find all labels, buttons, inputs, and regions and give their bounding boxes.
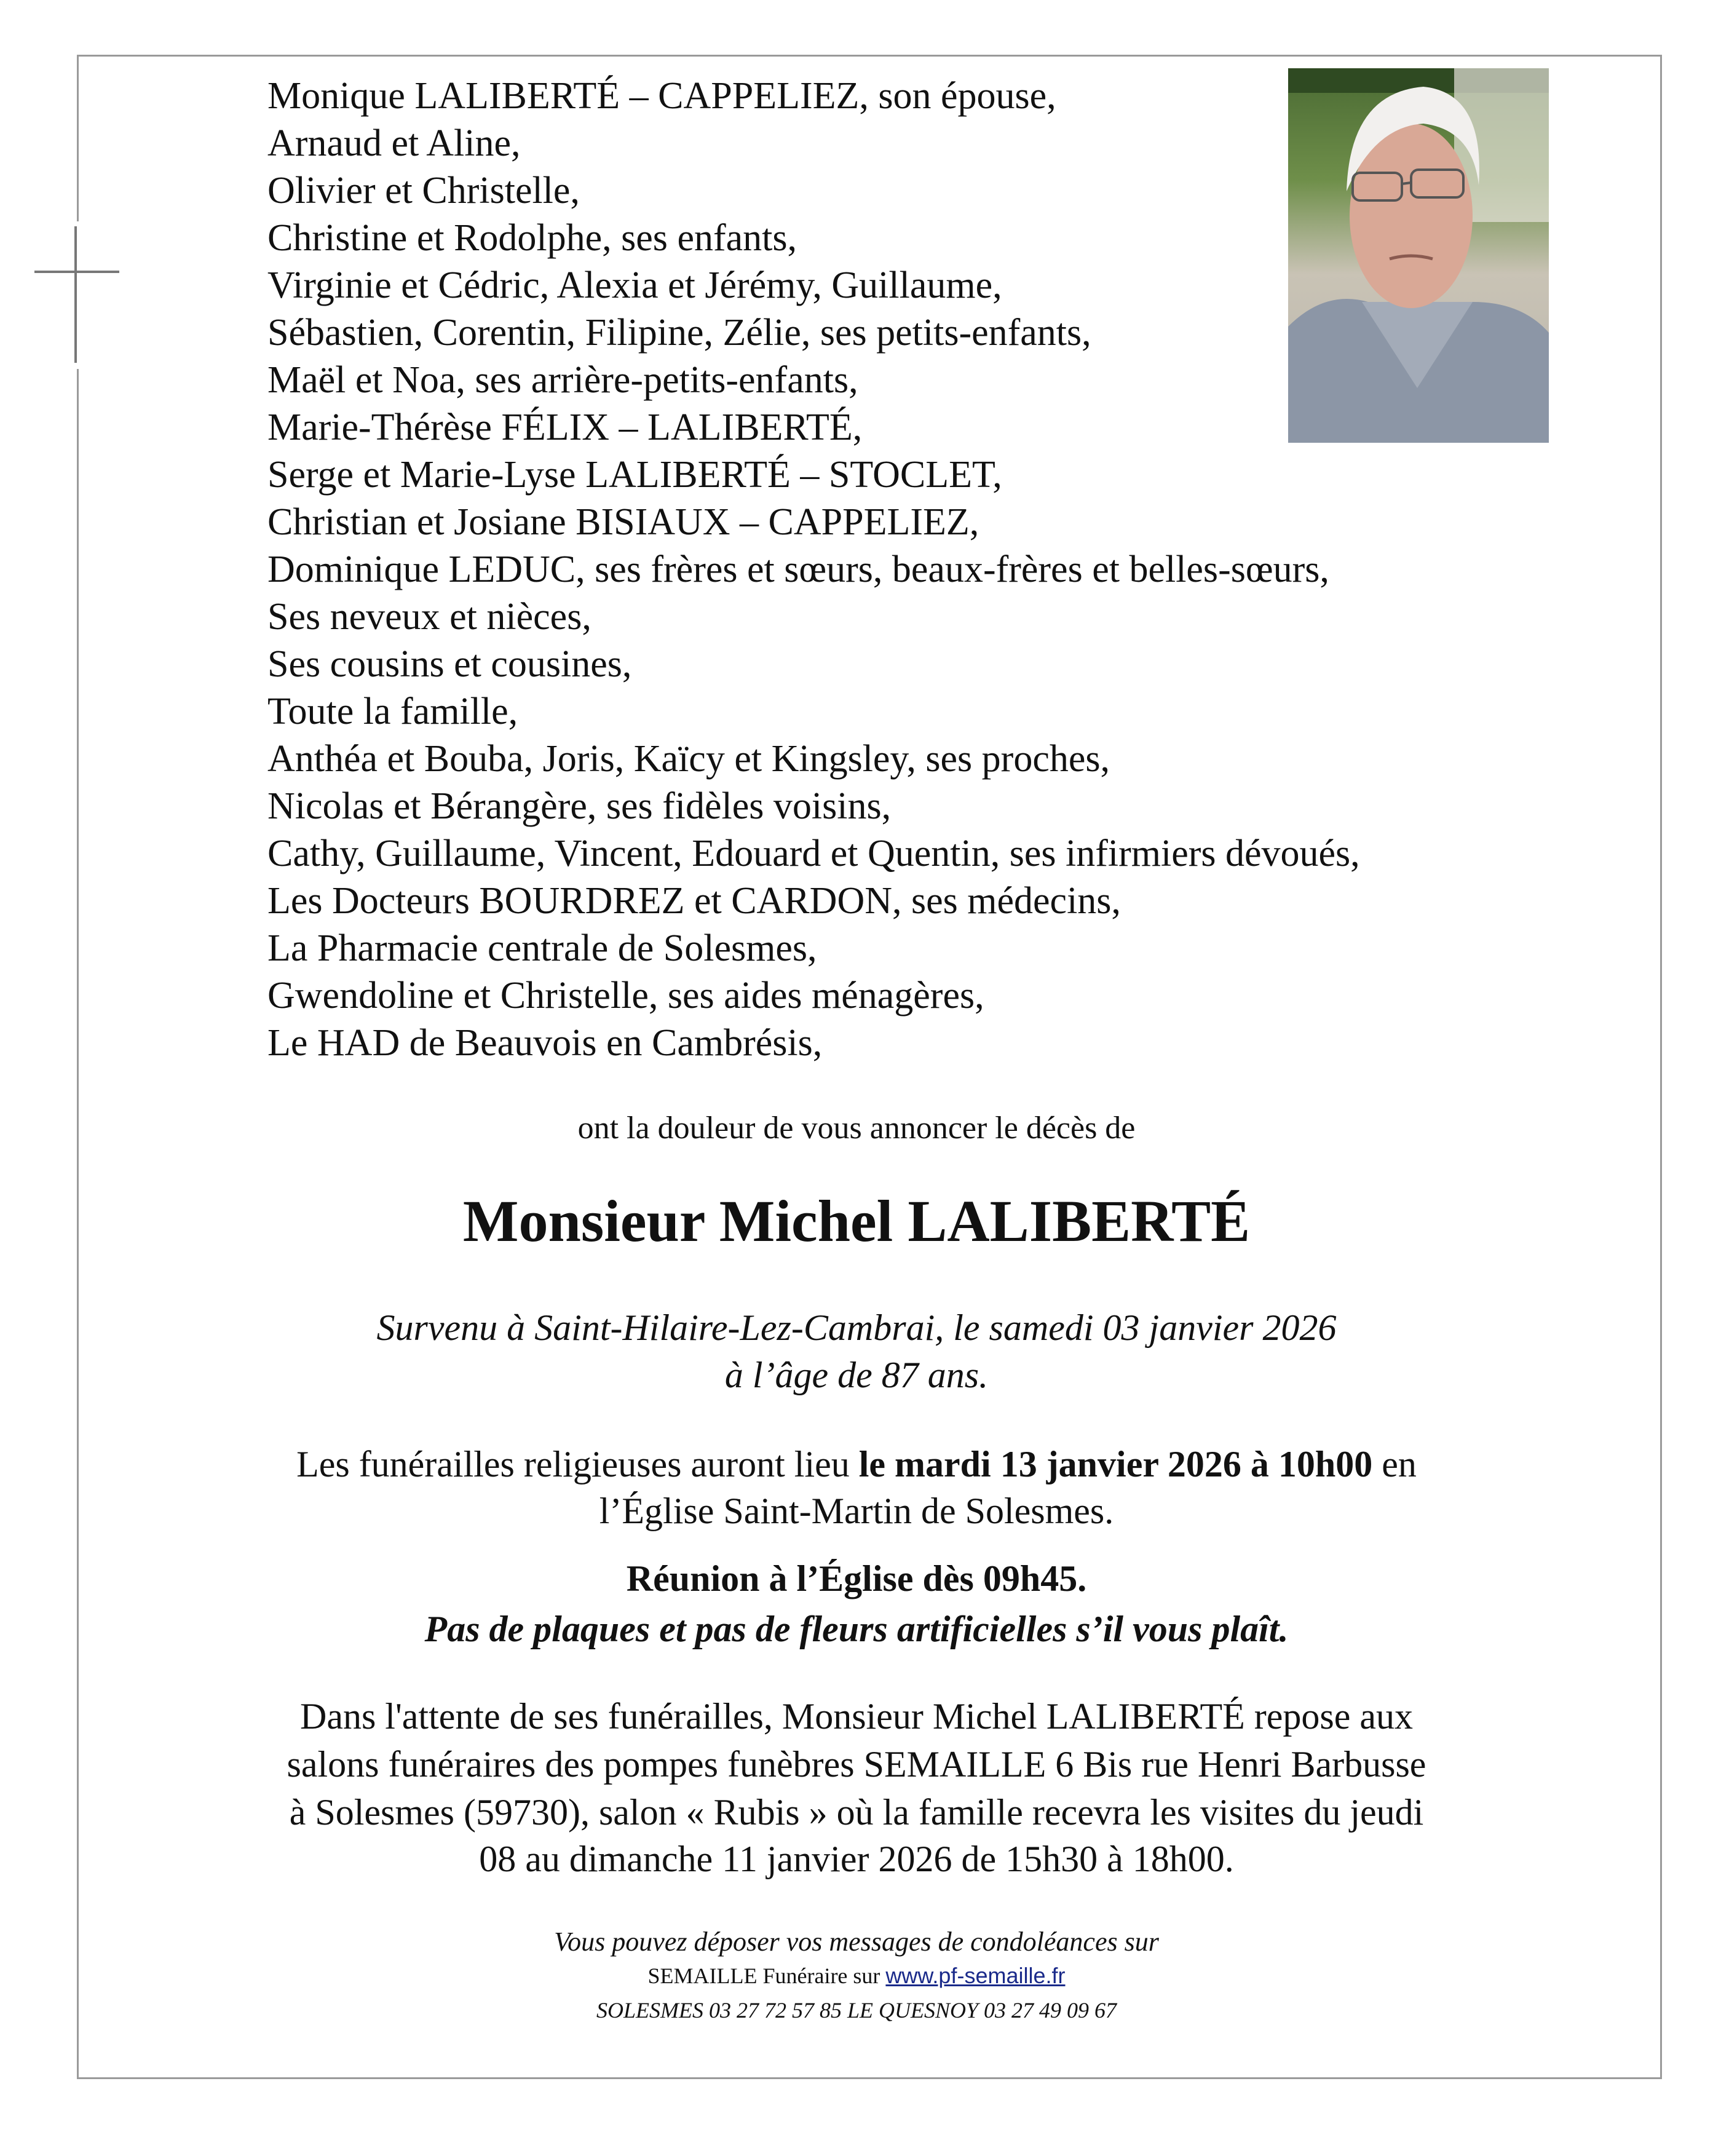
- no-flowers-text: Pas de plaques et pas de fleurs artificielles s’il vous plaît.: [424, 1609, 1289, 1649]
- family-line: Marie-Thérèse FÉLIX – LALIBERTÉ,: [267, 406, 863, 448]
- family-line: Virginie et Cédric, Alexia et Jérémy, Guillaume,: [267, 264, 1002, 306]
- family-line: La Pharmacie centrale de Solesmes,: [267, 927, 817, 969]
- semaille-text: SEMAILLE Funéraire sur: [647, 1964, 880, 1988]
- funeral-line-2: l’Église Saint-Martin de Solesmes.: [599, 1491, 1114, 1531]
- family-line: Ses cousins et cousines,: [267, 643, 632, 685]
- family-line: Le HAD de Beauvois en Cambrésis,: [267, 1022, 823, 1064]
- rest-line: Dans l'attente de ses funérailles, Monsieur Michel LALIBERTÉ repose aux: [299, 1696, 1414, 1737]
- family-line: Toute la famille,: [267, 691, 518, 732]
- family-line: Serge et Marie-Lyse LALIBERTÉ – STOCLET,: [267, 454, 1002, 496]
- family-line: Christian et Josiane BISIAUX – CAPPELIEZ,: [267, 501, 979, 543]
- family-line: Sébastien, Corentin, Filipine, Zélie, ses petits-enfants,: [267, 312, 1091, 354]
- family-line: Cathy, Guillaume, Vincent, Edouard et Quentin, ses infirmiers dévoués,: [267, 833, 1360, 874]
- family-line: Monique LALIBERTÉ – CAPPELIEZ, son épouse,: [267, 75, 1056, 117]
- announce-text: ont la douleur de vous annoncer le décès de: [577, 1111, 1136, 1146]
- family-line: Christine et Rodolphe, ses enfants,: [267, 217, 797, 259]
- family-line: Olivier et Christelle,: [267, 170, 580, 212]
- funeral-line-1: [0, 1443, 1713, 1486]
- condolences-text: Vous pouvez déposer vos messages de condoléances sur: [554, 1927, 1159, 1957]
- family-line: Maël et Noa, ses arrière-petits-enfants,: [267, 359, 858, 401]
- death-line-2: à l’âge de 87 ans.: [724, 1355, 989, 1395]
- rest-line: à Solesmes (59730), salon « Rubis » où la famille recevra les visites du jeudi: [289, 1792, 1424, 1833]
- semaille-line: [0, 1963, 1713, 1989]
- rest-line: 08 au dimanche 11 janvier 2026 de 15h30 à 18h00.: [479, 1839, 1234, 1879]
- family-line: Dominique LEDUC, ses frères et sœurs, beaux-frères et belles-sœurs,: [267, 549, 1329, 590]
- family-line: Arnaud et Aline,: [267, 122, 521, 164]
- family-line: Les Docteurs BOURDREZ et CARDON, ses médecins,: [267, 880, 1121, 922]
- deceased-name: Monsieur Michel LALIBERTÉ: [462, 1188, 1251, 1254]
- funeral-post: en: [1372, 1444, 1417, 1484]
- family-line: Ses neveux et nièces,: [267, 596, 591, 638]
- family-list: [267, 73, 1360, 1067]
- funeral-pre: Les funérailles religieuses auront lieu: [296, 1444, 859, 1484]
- phones-text: SOLESMES 03 27 72 57 85 LE QUESNOY 03 27 49 09 67: [596, 1998, 1117, 2023]
- death-line-1: Survenu à Saint-Hilaire-Lez-Cambrai, le samedi 03 janvier 2026: [376, 1307, 1337, 1348]
- reunion-text: Réunion à l’Église dès 09h45.: [626, 1558, 1087, 1599]
- website-link[interactable]: www.pf-semaille.fr: [885, 1963, 1066, 1988]
- rest-line: salons funéraires des pompes funèbres SEMAILLE 6 Bis rue Henri Barbusse: [287, 1744, 1426, 1785]
- cross-icon-horizontal: [34, 271, 119, 273]
- cross-icon-vertical: [74, 226, 77, 363]
- family-line: Nicolas et Bérangère, ses fidèles voisins,: [267, 785, 892, 827]
- funeral-date: le mardi 13 janvier 2026 à 10h00: [858, 1444, 1373, 1484]
- family-line: Gwendoline et Christelle, ses aides ménagères,: [267, 975, 984, 1017]
- family-line: Anthéa et Bouba, Joris, Kaïcy et Kingsley, ses proches,: [267, 738, 1110, 780]
